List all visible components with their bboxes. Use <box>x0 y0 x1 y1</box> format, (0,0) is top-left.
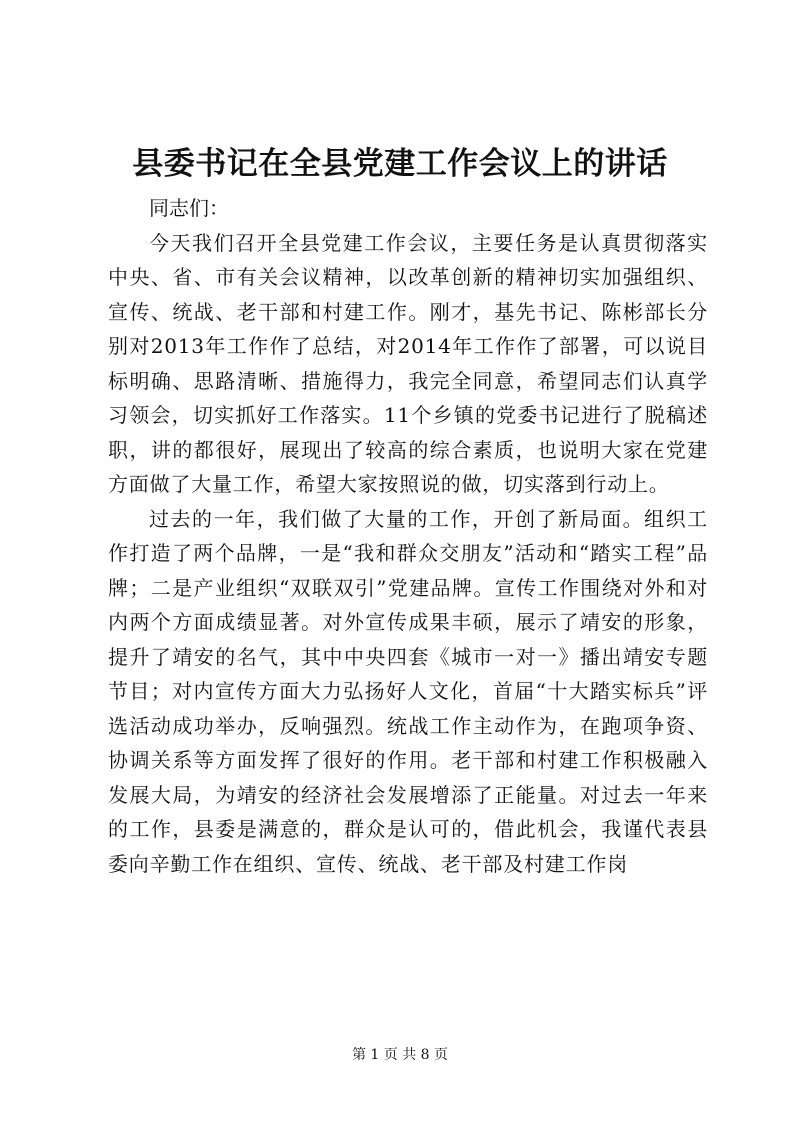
document-title: 县委书记在全县党建工作会议上的讲话 <box>132 146 668 182</box>
document-body <box>108 191 708 881</box>
paragraph-2: 过去的一年，我们做了大量的工作，开创了新局面。组织工作打造了两个品牌，一是“我和群众交朋友”活动和“踏实工程”品牌；二是产业组织“双联双引”党建品牌。宣传工作围绕对外和对内两个方面成绩显著。对外宣传成果丰硕，展示了靖安的形象，提升了靖安的名气，其中中央四套《城市一对一》播出靖安专题节目；对内宣传方面大力弘扬好人文化，首届“十大踏实标兵”评选活动成功举办，反响强烈。统战工作主动作为，在跑项争资、协调关系等方面发挥了很好的作用。老干部和村建工作积极融入发展大局，为靖安的经济社会发展增添了正能量。对过去一年来的工作，县委是满意的，群众是认可的，借此机会，我谨代表县委向辛勤工作在组织、宣传、统战、老干部及村建工作岗 <box>108 506 708 876</box>
paragraph-1: 今天我们召开全县党建工作会议，主要任务是认真贯彻落实中央、省、市有关会议精神，以改革创新的精神切实加强组织、宣传、统战、老干部和村建工作。刚才，基先书记、陈彬部长分别对2013年工作作了总结，对2014年工作作了部署，可以说目标明确、思路清晰、措施得力，我完全同意，希望同志们认真学习领会，切实抓好工作落实。11个乡镇的党委书记进行了脱稿述职，讲的都很好，展现出了较高的综合素质，也说明大家在党建方面做了大量工作，希望大家按照说的做，切实落到行动上。 <box>108 230 708 496</box>
page-number-footer: 第 1 页 共 8 页 <box>351 1047 449 1063</box>
greeting: 同志们： <box>149 196 229 220</box>
